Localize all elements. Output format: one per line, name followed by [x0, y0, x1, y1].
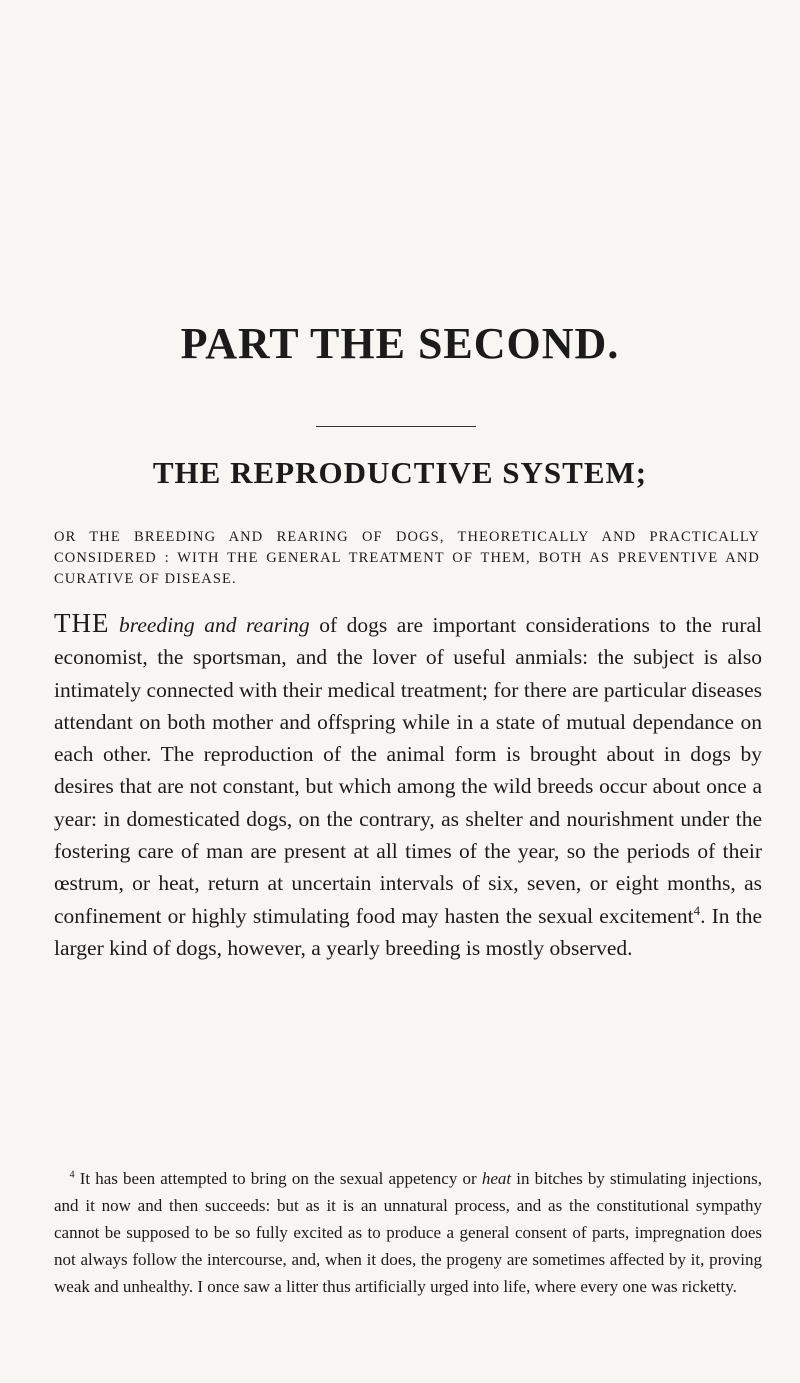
part-title: PART THE SECOND. [180, 319, 620, 368]
footnote-italic-heat: heat [481, 1169, 512, 1188]
section-subtitle: OR THE BREEDING AND REARING OF DOGS, THEORETICALLY AND PRACTICALLY CONSIDERED : WITH THE GENERAL TREATMENT OF THEM, BOTH AS PREVENTIVE AND CURATIVE OF DISEASE. [54, 529, 760, 587]
title-divider [316, 426, 476, 427]
footnote [54, 1165, 762, 1300]
footnote-text: It has been attempted to bring on the sexual appetency or [79, 1169, 477, 1188]
paragraph-text: of dogs are important considerations to the rural economist, the sportsman, and the lover of useful anmials: the subject is also intimately connected with their medical treatment; for there are particular diseases attendant on both mother and offspring while in a state of mutual dependance on each other. The reproduction of the animal form is brought about in dogs by desires that are not constant, but which among the wild breeds occur about once a year: in domesticated dogs, on the contrary, as shelter and nourishment under the fostering care of man are present at all times of the year, so the periods of their œstrum, or heat, return at uncertain intervals of six, seven, or eight months, as confinement or highly stimulating food may hasten the sexual excitement [54, 613, 763, 928]
lead-word: THE [54, 608, 110, 638]
italic-rearing: rearing [245, 613, 310, 637]
italic-and: and [204, 613, 237, 637]
footnote-number: 4 [69, 1169, 75, 1181]
italic-breeding: breeding [119, 613, 195, 637]
footnote-text-end: in bitches by stimulating injections, and it now and then succeeds: but as it is an unnatural process, and as the constitutional sympathy cannot be supposed to be so fully excited as to produce a general consent of parts, impregnation does not always follow the intercourse, and, when it does, the progeny are sometimes affected by it, proving weak and unhealthy. I once saw a litter thus artificially urged into life, where every one was ricketty. [54, 1169, 763, 1296]
section-title: THE REPRODUCTIVE SYSTEM; [152, 455, 648, 490]
body-paragraph [54, 607, 762, 964]
paragraph-text-end: . In the larger kind of dogs, however, a yearly breeding is mostly observed. [54, 903, 762, 960]
footnote-reference: 4 [693, 903, 701, 918]
